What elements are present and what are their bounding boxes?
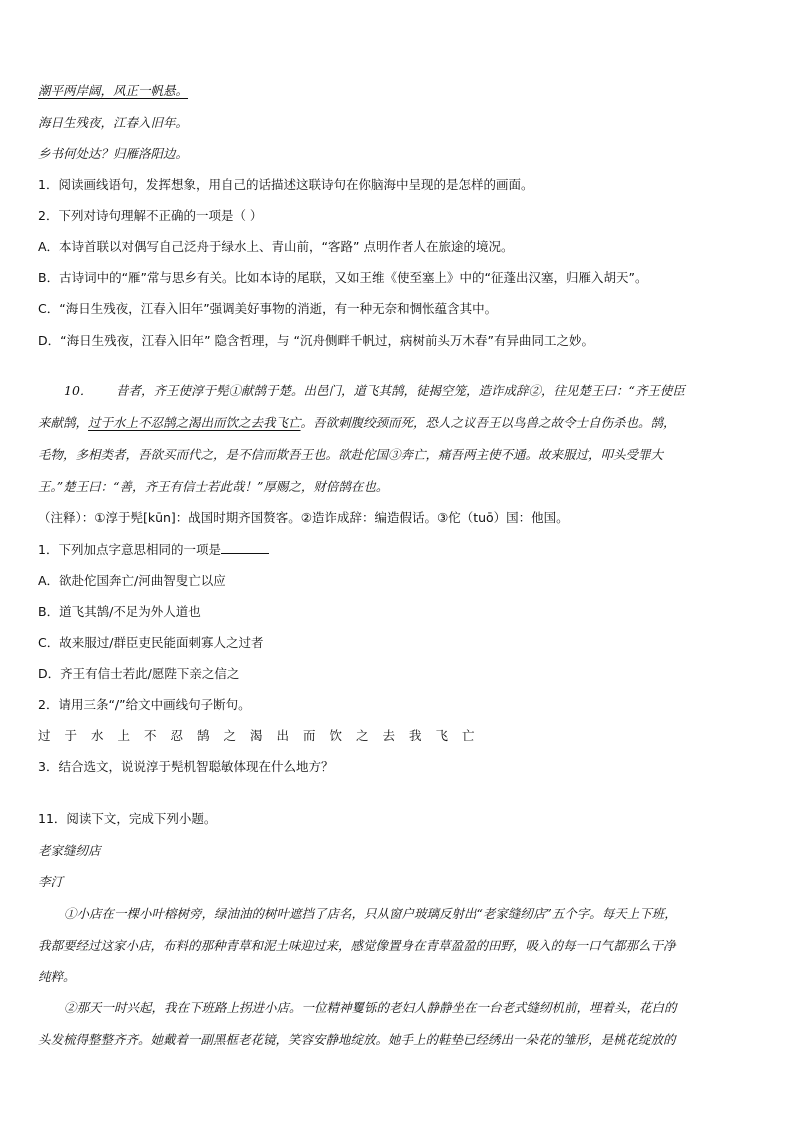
q10-option-b: B．道飞其鹄/不足为外人道也 — [38, 604, 201, 619]
q10-passage-line-1: 10． 昔者，齐王使淳于髡①献鹄于楚。出邑门，道飞其鹄，徒揭空笼，造诈成辞②，往见楚王曰：“齐王使臣 — [64, 383, 685, 398]
q11-paragraph-2-line-2: 头发梳得整整齐齐。她戴着一副黑框老花镜，笑容安静地绽放。她手上的鞋垫已经绣出一朵花的雏形，是桃花绽放的 — [38, 1032, 676, 1047]
poem-line-3: 乡书何处达？归雁洛阳边。 — [38, 146, 189, 161]
q10-option-d: D．齐王有信士若此/愿陛下亲之信之 — [38, 666, 240, 681]
q9-option-a: A．本诗首联以对偶写自己泛舟于绿水上、青山前，“客路” 点明作者人在旅途的境况。 — [38, 239, 514, 254]
q11-paragraph-1-line-2: 我都要经过这家小店，布料的那种青草和泥土味迎过来，感觉像置身在青草盈盈的田野，吸入的每一口气都那么干净 — [38, 938, 676, 953]
q11-paragraph-1-line-3: 纯粹。 — [38, 969, 76, 984]
q11-paragraph-1-line-1: ①小店在一棵小叶榕树旁，绿油油的树叶遮挡了店名，只从窗户玻璃反射出“老家缝纫店”五个字。每天上下班， — [64, 906, 677, 921]
q10-sub-question-3: 3．结合选文，说说淳于髡机智聪敏体现在什么地方？ — [38, 759, 334, 774]
q10-sub-question-1: 1．下列加点字意思相同的一项是 — [38, 541, 758, 559]
q10-option-a: A．欲赴佗国奔亡/河曲智叟亡以应 — [38, 573, 226, 588]
q10-passage-line-4: 王。”楚王曰：“善，齐王有信士若此哉！”厚赐之，财倍鹄在也。 — [38, 479, 389, 494]
q9-sub-question-2: 2．下列对诗句理解不正确的一项是（ ） — [38, 208, 263, 223]
q11-intro: 11．阅读下文，完成下列小题。 — [38, 811, 217, 826]
poem-line-2: 海日生残夜，江春入旧年。 — [38, 115, 189, 130]
q10-passage-line-3: 毛物，多相类者，吾欲买而代之，是不信而欺吾王也。欲赴佗国③奔亡，痛吾两主使不通。故来服过，叩头受罪大 — [38, 447, 664, 462]
q10-option-c: C．故来服过/群臣吏民能面刺寡人之过者 — [38, 635, 264, 650]
q10-number: 10． — [64, 383, 93, 398]
q11-paragraph-2-line-1: ②那天一时兴起，我在下班路上拐进小店。一位精神矍铄的老妇人静静坐在一台老式缝纫机前，埋着头，花白的 — [64, 1000, 677, 1015]
q9-option-d: D．“海日生残夜，江春入旧年” 隐含哲理，与 “沉舟侧畔千帆过，病树前头万木春”有异曲同工之妙。 — [38, 333, 594, 348]
q10-annotation: （注释）：①淳于髡[kūn]：战国时期齐国赘客。②造诈成辞：编造假话。③佗（tuō）国：他国。 — [38, 510, 569, 525]
q10-passage-line-2: 来献鹄，过于水上不忍鹄之渴出而饮之去我飞亡。吾欲刺腹绞颈而死，恐人之议吾王以鸟兽之故令士自伤杀也。鹄， — [38, 415, 676, 430]
q9-sub-question-1: 1．阅读画线语句，发挥想象，用自己的话描述这联诗句在你脑海中呈现的是怎样的画面。 — [38, 177, 534, 192]
q11-article-author: 李汀 — [38, 874, 64, 889]
q10-underlined-sentence: 过于水上不忍鹄之渴出而饮之去我飞亡 — [88, 415, 301, 430]
q9-option-c: C．“海日生残夜，江春入旧年”强调美好事物的消逝，有一种无奈和惆怅蕴含其中。 — [38, 301, 498, 316]
q10-sentence-to-punctuate: 过于水上不忍鹄之渴出而饮之去我飞亡 — [38, 728, 489, 743]
q11-article-title: 老家缝纫店 — [38, 843, 101, 858]
q10-sub-question-2: 2．请用三条“/”给文中画线句子断句。 — [38, 697, 251, 712]
q9-option-b: B．古诗词中的“雁”常与思乡有关。比如本诗的尾联，又如王维《使至塞上》中的“征蓬出汉塞，归雁入胡天”。 — [38, 270, 648, 285]
poem-line-1-underlined: 潮平两岸阔，风正一帆悬。 — [38, 83, 189, 98]
answer-blank — [221, 541, 269, 554]
